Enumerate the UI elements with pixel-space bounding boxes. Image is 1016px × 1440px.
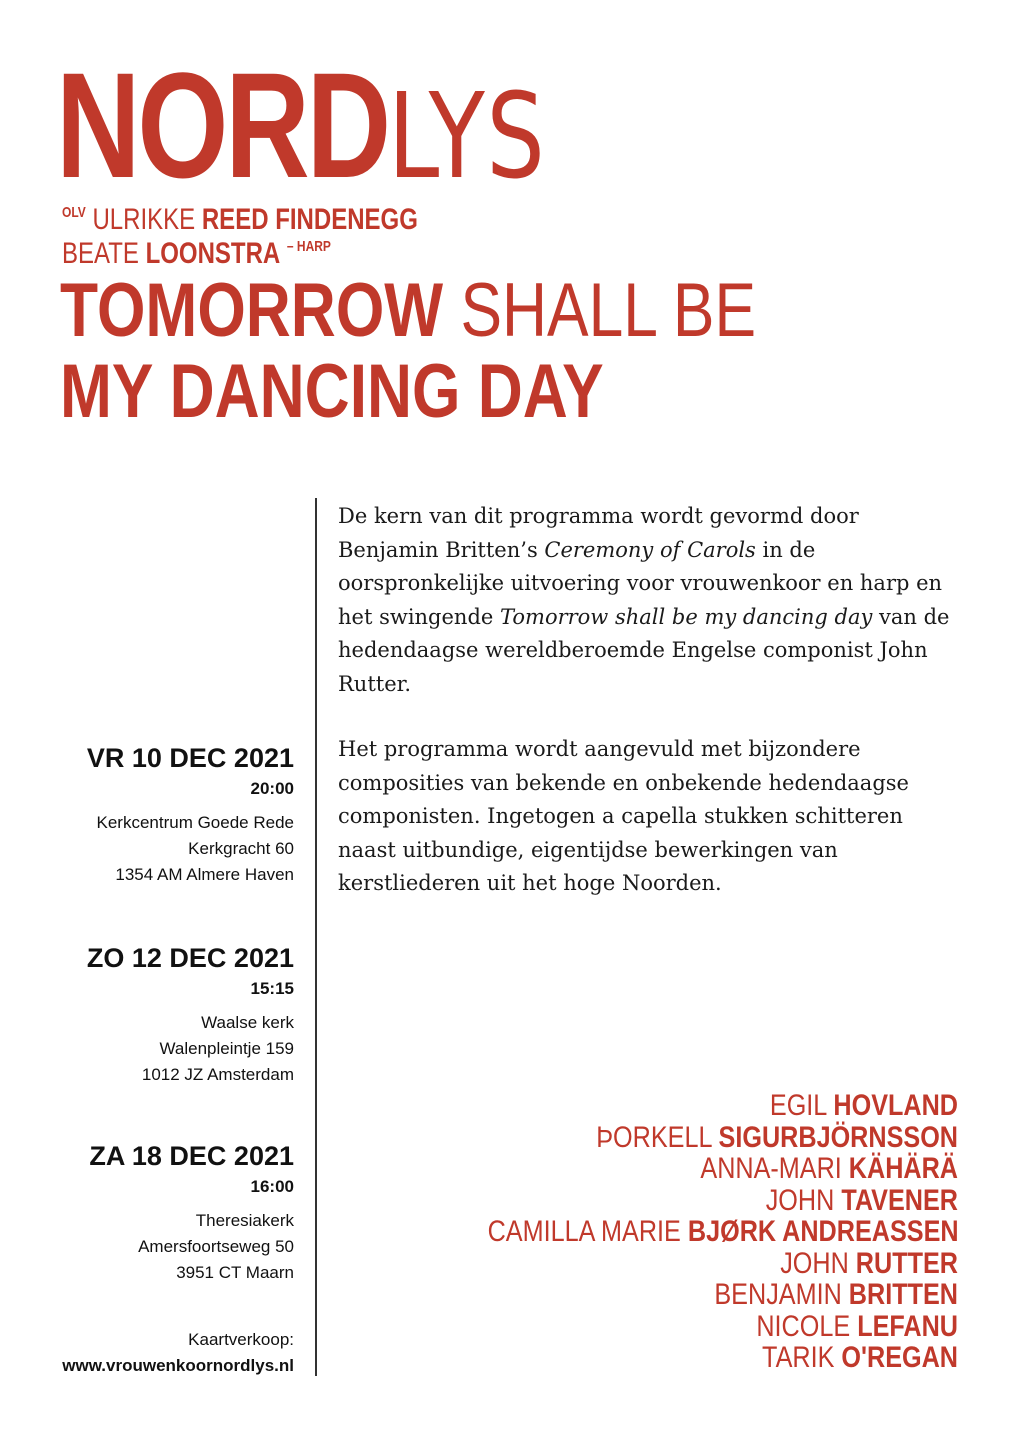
logo-light: LYS [388, 67, 547, 205]
composer-first-name: CAMILLA MARIE [487, 1215, 681, 1248]
composer-first-name: JOHN [765, 1183, 835, 1217]
intro-paragraph [338, 500, 958, 701]
intro-work-title-2: Tomorrow shall be my dancing day [500, 604, 873, 629]
harpist-last-name: LOONSTRA [145, 237, 281, 270]
concert-venue [34, 1010, 294, 1088]
concert-date: VR 10 DEC 2021 [86, 743, 294, 773]
title-light: SHALL BE [460, 268, 757, 353]
venue-city: 3951 CT Maarn [176, 1263, 294, 1282]
composer-item [488, 1122, 958, 1154]
concert-entry [34, 742, 294, 888]
program-paragraph: Het programma wordt aangevuld met bijzondere composities van bekende en onbekende hedendaagse componisten. Ingetogen a capella stukken schitteren naast uitbundige, eigentijdse bewerkingen van kerstliederen uit het hoge Noorden. [338, 737, 909, 895]
composer-item [488, 1248, 958, 1280]
venue-city: 1012 JZ Amsterdam [141, 1065, 294, 1084]
venue-name: Waalse kerk [201, 1013, 294, 1032]
concert-venue [34, 810, 294, 888]
concert-entry [34, 1140, 294, 1286]
conductor-first-name: ULRIKKE [92, 203, 196, 236]
concert-entry [34, 942, 294, 1088]
composer-first-name: EGIL [769, 1089, 827, 1122]
composer-item [488, 1216, 958, 1248]
composer-last-name: HOVLAND [833, 1089, 958, 1122]
composer-item [488, 1185, 958, 1217]
composer-first-name: JOHN [780, 1246, 849, 1280]
composer-last-name: KÄHÄRÄ [848, 1152, 958, 1185]
venue-street: Kerkgracht 60 [188, 839, 294, 858]
composer-first-name: ANNA-MARI [700, 1152, 842, 1185]
composer-first-name: TARIK [762, 1341, 835, 1374]
composer-list [398, 1090, 958, 1374]
harpist-first-name: BEATE [62, 237, 139, 270]
concert-time: 15:15 [250, 979, 294, 998]
conductor-prefix: OLV [62, 204, 86, 221]
harpist-role: – HARP [286, 238, 331, 255]
venue-city: 1354 AM Almere Haven [115, 865, 294, 884]
venue-name: Theresiakerk [195, 1211, 294, 1230]
venue-name: Kerkcentrum Goede Rede [96, 813, 294, 832]
venue-street: Walenpleintje 159 [159, 1039, 294, 1058]
composer-item [488, 1311, 958, 1343]
composer-first-name: ÞORKELL [596, 1120, 712, 1154]
concert-title-line2: MY DANCING DAY [60, 349, 604, 434]
composer-last-name: SIGURBJÖRNSSON [718, 1120, 958, 1154]
concert-time: 16:00 [250, 1177, 294, 1196]
composer-item [488, 1090, 958, 1122]
ticket-website-link[interactable]: www.vrouwenkoornordlys.nl [62, 1356, 294, 1375]
choir-logo [56, 41, 547, 211]
harpist-credit [62, 231, 331, 270]
composer-item [488, 1342, 958, 1374]
composer-last-name: TAVENER [841, 1183, 958, 1217]
logo-bold: NORD [56, 41, 389, 209]
ticket-label: Kaartverkoop: [188, 1330, 294, 1349]
concert-date: ZO 12 DEC 2021 [86, 943, 294, 973]
concert-title-line1 [60, 268, 757, 353]
composer-last-name: BRITTEN [848, 1278, 958, 1311]
composer-first-name: NICOLE [756, 1309, 851, 1343]
ticket-info [62, 1327, 294, 1379]
intro-text-b: in de oorspronkelijke uitvoering voor vrouwenkoor en harp en het swingende [338, 537, 943, 629]
intro-work-title-1: Ceremony of Carols [544, 537, 756, 562]
intro-text-c: van de hedendaagse wereldberoemde Engelse componist John Rutter. [338, 604, 950, 696]
composer-last-name: LEFANU [857, 1309, 958, 1343]
composer-item [488, 1279, 958, 1311]
composer-last-name: O'REGAN [841, 1341, 958, 1374]
vertical-divider [315, 498, 317, 1376]
title-bold: TOMORROW [60, 268, 444, 353]
concert-time: 20:00 [250, 779, 294, 798]
composer-first-name: BENJAMIN [714, 1278, 842, 1311]
composer-item [488, 1153, 958, 1185]
concert-venue [34, 1208, 294, 1286]
intro-text-a: De kern van dit programma wordt gevormd door Benjamin Britten’s [338, 504, 859, 562]
venue-street: Amersfoortseweg 50 [138, 1237, 294, 1256]
conductor-last-name: REED FINDENEGG [201, 203, 418, 236]
composer-last-name: RUTTER [855, 1246, 958, 1280]
concert-date: ZA 18 DEC 2021 [89, 1141, 294, 1171]
composer-last-name: BJØRK ANDREASSEN [687, 1215, 959, 1248]
